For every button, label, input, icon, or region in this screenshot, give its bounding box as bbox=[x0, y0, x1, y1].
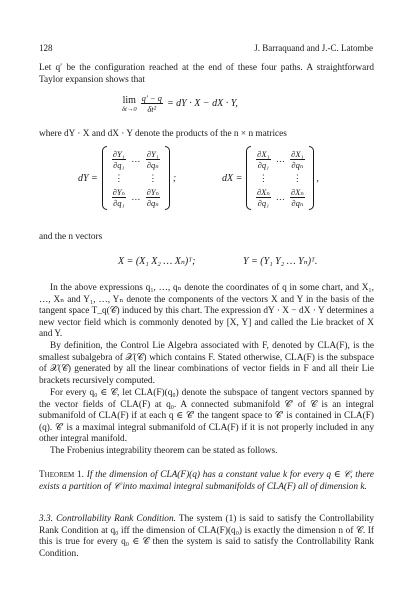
matrix-dY-lhs: dY = bbox=[78, 172, 98, 184]
dY-bl-num: ∂Yₙ bbox=[112, 186, 125, 197]
dX-bl-num: ∂Xₙ bbox=[256, 186, 270, 197]
limit-operator: lim bbox=[122, 94, 136, 106]
matrix-end-punct: , bbox=[316, 172, 319, 184]
dY-vdots-left: ⋮ bbox=[114, 172, 124, 183]
dX-br-num: ∂Xₙ bbox=[290, 186, 304, 197]
section-title: 3.3. Controllability Rank Condition. bbox=[39, 514, 176, 524]
dX-tr-num: ∂X₁ bbox=[291, 148, 304, 159]
matrix-dY-right-paren bbox=[165, 146, 170, 210]
dY-bl-den: ∂q₁ bbox=[113, 197, 125, 208]
dY-tr-num: ∂Y₁ bbox=[146, 148, 159, 159]
matrix-dX-right-paren bbox=[309, 146, 314, 210]
matrix-dX-grid bbox=[251, 148, 309, 208]
matrix-dY-grid bbox=[107, 148, 165, 208]
dX-br-den: ∂qₙ bbox=[291, 197, 304, 208]
dY-hdots-bottom: … bbox=[131, 192, 141, 202]
vector-Y: Y = (Y₁ Y₂ … Yₙ)ᵀ. bbox=[243, 256, 318, 267]
theorem-label: Theorem 1. bbox=[39, 470, 84, 480]
limit-rhs: = dY · X − dX · Y, bbox=[166, 98, 238, 109]
section-text: The system (1) is said to satisfy the Controllability Rank Condition at q₀ iff the dimension of CLA(F)(q₀) is exactly the dimension n of 𝒞. If this is true for every q₀ ∈ 𝒞 then the system is said to satisfy the Controllability Rank Condition. bbox=[39, 514, 375, 559]
theorem-1 bbox=[39, 470, 374, 493]
dX-tl-num: ∂X₁ bbox=[257, 148, 270, 159]
running-header-authors: J. Barraquand and J.-C. Latombe bbox=[254, 43, 373, 53]
limit-subscript: δt→0 bbox=[122, 105, 137, 113]
limit-denominator: δt² bbox=[147, 104, 157, 114]
paragraph-intro: Let q′ be the configuration reached at the end of these four paths. A straightforward Taylor expansion shows that bbox=[39, 63, 374, 85]
dY-br-den: ∂qₙ bbox=[146, 197, 159, 208]
paragraph-lie-bracket: In the above expressions q₁, …, qₙ denote the coordinates of q in some chart, and X₁, …, Xₙ and Y₁, …, Yₙ denote the components of the vectors X and Y in the basis of the tangent space T_q(𝒞) induced by this chart. The expression dY · X − dX · Y determines a new vector field which is commonly denoted by [X, Y] and called the Lie bracket of X and Y. bbox=[39, 283, 374, 340]
dX-bl-den: ∂q₁ bbox=[257, 197, 270, 208]
matrix-dY bbox=[78, 146, 176, 210]
limit-fraction bbox=[141, 93, 163, 114]
paragraph-products: where dY · X and dX · Y denote the products of the n × n matrices bbox=[39, 129, 287, 139]
dY-tr-den: ∂qₙ bbox=[146, 159, 159, 170]
dY-hdots-top: … bbox=[131, 154, 141, 164]
dX-tr-den: ∂qₙ bbox=[291, 159, 304, 170]
theorem-text: If the dimension of CLA(F)(q) has a constant value k for every q ∈ 𝒞, there exists a partition of 𝒞 into maximal integral submanifolds of CLA(F) all of dimension k. bbox=[39, 470, 374, 492]
matrix-dX-lhs: dX = bbox=[222, 172, 243, 184]
limit-numerator: q′ − q bbox=[141, 93, 162, 103]
matrix-dX bbox=[222, 146, 319, 210]
page-number: 128 bbox=[39, 43, 53, 53]
dX-vdots-right: ⋮ bbox=[292, 172, 302, 183]
dY-tl-den: ∂q₁ bbox=[113, 159, 125, 170]
dY-vdots-right: ⋮ bbox=[148, 172, 158, 183]
paragraph-frobenius: The Frobenius integrability theorem can be stated as follows. bbox=[50, 446, 278, 456]
vector-X: X = (X₁ X₂ … Xₙ)ᵀ; bbox=[118, 256, 196, 267]
dX-hdots-top: … bbox=[275, 154, 285, 164]
dX-hdots-bottom: … bbox=[275, 192, 285, 202]
paragraph-vectors-intro: and the n vectors bbox=[39, 232, 103, 242]
dX-tl-den: ∂q₁ bbox=[257, 159, 270, 170]
matrix-separator: ; bbox=[172, 172, 177, 184]
dY-tl-num: ∂Y₁ bbox=[112, 148, 125, 159]
limit-equation bbox=[122, 93, 238, 114]
section-controllability bbox=[39, 514, 374, 560]
paragraph-integral-submanifold: For every q₀ ∈ 𝒞, let CLA(F)(q₀) denote the subspace of tangent vectors spanned by the vector fields of CLA(F) at q₀. A connected submanifold 𝒞′ of 𝒞 is an integral submanifold of CLA(F) if at each q ∈ 𝒞′ the tangent space to 𝒞′ is contained in CLA(F)(q). 𝒞′ is a maximal integral submanifold of CLA(F) if it is not properly included in any other integral manifold. bbox=[39, 388, 374, 445]
dX-vdots-left: ⋮ bbox=[258, 172, 268, 183]
paragraph-cla-definition: By definition, the Control Lie Algebra associated with F, denoted by CLA(F), is the smallest subalgebra of 𝒳(𝒞) which contains F. Stated otherwise, CLA(F) is the subspace of 𝒳(𝒞) generated by all the linear combinations of vector fields in F and all their Lie brackets recursively computed. bbox=[39, 341, 374, 386]
dY-br-num: ∂Yₙ bbox=[146, 186, 159, 197]
